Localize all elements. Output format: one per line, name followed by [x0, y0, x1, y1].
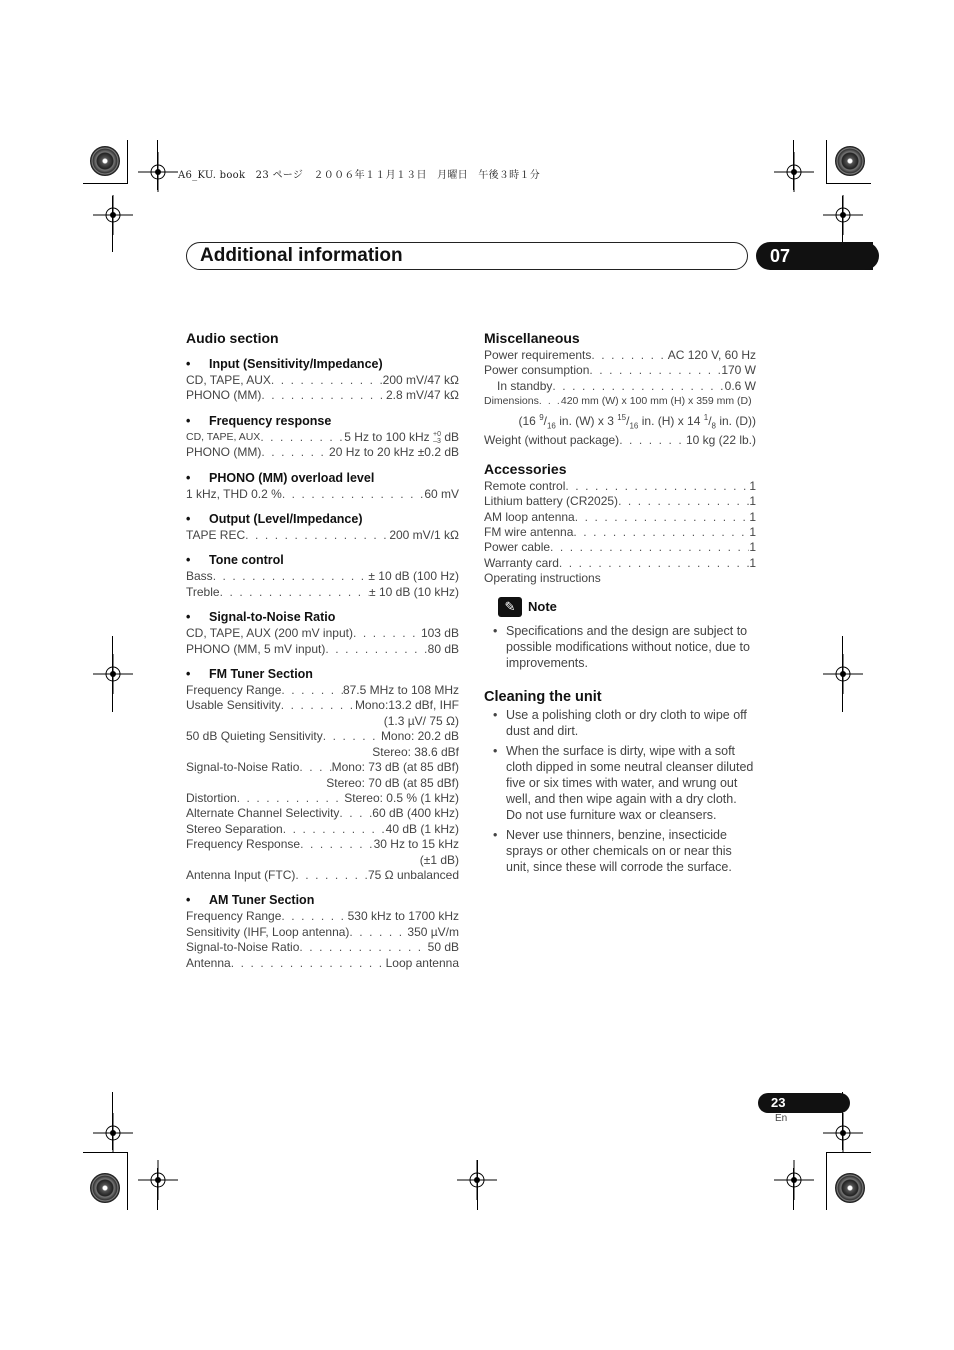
crosshair-icon: [93, 1113, 133, 1153]
spec-row: TAPE REC . . . 200 mV/1 kΩ: [186, 528, 459, 543]
spec-row: 1 kHz, THD 0.2 % . . . 60 mV: [186, 487, 459, 502]
spec-row: Sensitivity (IHF, Loop antenna) . . . 350 µV/m: [186, 925, 459, 940]
spec-row: Antenna . . . Loop antenna: [186, 956, 459, 971]
spec-row: Power cable . . . 1: [484, 540, 756, 555]
list-item: • Use a polishing cloth or dry cloth to wipe off dust and dirt.: [484, 707, 756, 739]
spec-row: Weight (without package) . . . 10 kg (22 lb.): [484, 433, 756, 448]
section-heading: Audio section: [186, 330, 279, 346]
note-label: Note: [528, 598, 557, 614]
section-heading: Cleaning the unit: [484, 688, 602, 705]
section-heading: Miscellaneous: [484, 330, 580, 346]
spec-group-title: • FM Tuner Section: [186, 666, 459, 683]
spec-row: PHONO (MM, 5 mV input) . . . 80 dB: [186, 642, 459, 657]
list-item: • Specifications and the design are subject to possible modifications without notice, due to improvements.: [484, 623, 756, 671]
spec-row: Treble . . . ± 10 dB (10 kHz): [186, 585, 459, 600]
spec-continuation: (16 $^9/_{16}$ in. (W) x 3 $^{15}/_{16}$ in. (H) x 14 $^1/_8$ in. (D)): [518, 412, 756, 431]
note-list: [484, 623, 756, 671]
spec-row: Lithium battery (CR2025) . . . 1: [484, 494, 756, 509]
page-number: 23: [771, 1095, 786, 1110]
chapter-number: 07: [770, 246, 791, 266]
pencil-icon: ✎: [498, 597, 522, 617]
section-heading: Accessories: [484, 460, 567, 477]
spec-group-title: • Input (Sensitivity/Impedance): [186, 356, 459, 373]
spec-row: Stereo Separation . . . 40 dB (1 kHz): [186, 822, 459, 837]
spec-group-title: • Frequency response: [186, 413, 459, 430]
note-header: [498, 597, 756, 617]
spec-row: CD, TAPE, AUX (200 mV input) . . . 103 dB: [186, 626, 459, 641]
spec-row: FM wire antenna . . . 1: [484, 525, 756, 540]
spec-group-title: • Output (Level/Impedance): [186, 511, 459, 528]
print-header: A6_KU. book 23 ページ ２００６年１１月１３日 月曜日 午後３時１分: [178, 170, 541, 181]
page-title: Additional information: [200, 245, 403, 266]
spec-row: Frequency Range . . . 87.5 MHz to 108 MHz: [186, 683, 459, 698]
registration-disk-icon: [835, 1173, 865, 1203]
spec-row: Dimensions . . . 420 mm (W) x 100 mm (H) x 359 mm (D): [484, 394, 756, 409]
spec-row: Operating instructions: [484, 571, 601, 586]
spec-row: Power consumption . . . 170 W: [484, 363, 756, 378]
spec-row: Frequency Range . . . 530 kHz to 1700 kHz: [186, 909, 459, 924]
spec-row: Bass . . . ± 10 dB (100 Hz): [186, 569, 459, 584]
spec-row: Warranty card . . . 1: [484, 556, 756, 571]
crosshair-icon: [138, 152, 178, 192]
left-column: [186, 328, 459, 971]
spec-row: 50 dB Quieting Sensitivity . . . Mono: 20.2 dB: [186, 729, 459, 744]
registration-disk-icon: [90, 146, 120, 176]
spec-row: PHONO (MM) . . . 20 Hz to 20 kHz ±0.2 dB: [186, 445, 459, 460]
registration-disk-icon: [90, 1173, 120, 1203]
spec-row: Remote control . . . 1: [484, 479, 756, 494]
spec-row: Signal-to-Noise Ratio . . . Mono: 73 dB (at 85 dBf): [186, 760, 459, 775]
crosshair-icon: [823, 1113, 863, 1153]
crosshair-icon: [774, 152, 814, 192]
spec-group-title: • Signal-to-Noise Ratio: [186, 609, 459, 626]
spec-row: PHONO (MM) . . . 2.8 mV/47 kΩ: [186, 388, 459, 403]
spec-row: Frequency Response . . . 30 Hz to 15 kHz: [186, 837, 459, 852]
language-label: En: [775, 1113, 788, 1124]
list-item: • When the surface is dirty, wipe with a soft cloth dipped in some neutral cleanser diluted five or six times with water, and wrung out well, and then wipe again with a dry cloth. Do not use furniture wax or cleansers.: [484, 743, 756, 823]
spec-row: Distortion . . . Stereo: 0.5 % (1 kHz): [186, 791, 459, 806]
crosshair-icon: [138, 1160, 178, 1200]
spec-continuation: Stereo: 38.6 dBf: [372, 744, 459, 759]
spec-group-title: • AM Tuner Section: [186, 892, 459, 909]
spec-row: Signal-to-Noise Ratio . . . 50 dB: [186, 940, 459, 955]
spec-row: CD, TAPE, AUX . . . 200 mV/47 kΩ: [186, 373, 459, 388]
cleaning-list: [484, 707, 756, 875]
crosshair-icon: [457, 1160, 497, 1200]
spec-continuation: Stereo: 70 dB (at 85 dBf): [326, 775, 459, 790]
list-item: • Never use thinners, benzine, insecticide sprays or other chemicals on or near this unit, since these will corrode the surface.: [484, 827, 756, 875]
spec-continuation: (±1 dB): [419, 852, 459, 867]
spec-row: CD, TAPE, AUX . . . 5 Hz to 100 kHz +0 –3 dB: [186, 430, 459, 445]
crosshair-icon: [93, 195, 133, 235]
spec-row: In standby . . . 0.6 W: [484, 379, 756, 394]
spec-group-title: • PHONO (MM) overload level: [186, 470, 459, 487]
spec-row: Usable Sensitivity . . . Mono:13.2 dBf, IHF: [186, 698, 459, 713]
spec-group-title: • Tone control: [186, 552, 459, 569]
spec-row: Antenna Input (FTC) . . . 75 Ω unbalanced: [186, 868, 459, 883]
spec-continuation: (1.3 µV/ 75 Ω): [383, 713, 459, 728]
crosshair-icon: [823, 654, 863, 694]
spec-row: Alternate Channel Selectivity . . . 60 dB (400 kHz): [186, 806, 459, 821]
crosshair-icon: [774, 1160, 814, 1200]
spec-row: Power requirements . . . AC 120 V, 60 Hz: [484, 348, 756, 363]
registration-disk-icon: [835, 146, 865, 176]
spec-row: AM loop antenna . . . 1: [484, 510, 756, 525]
crosshair-icon: [823, 195, 863, 235]
right-column: [484, 328, 756, 879]
crosshair-icon: [93, 654, 133, 694]
